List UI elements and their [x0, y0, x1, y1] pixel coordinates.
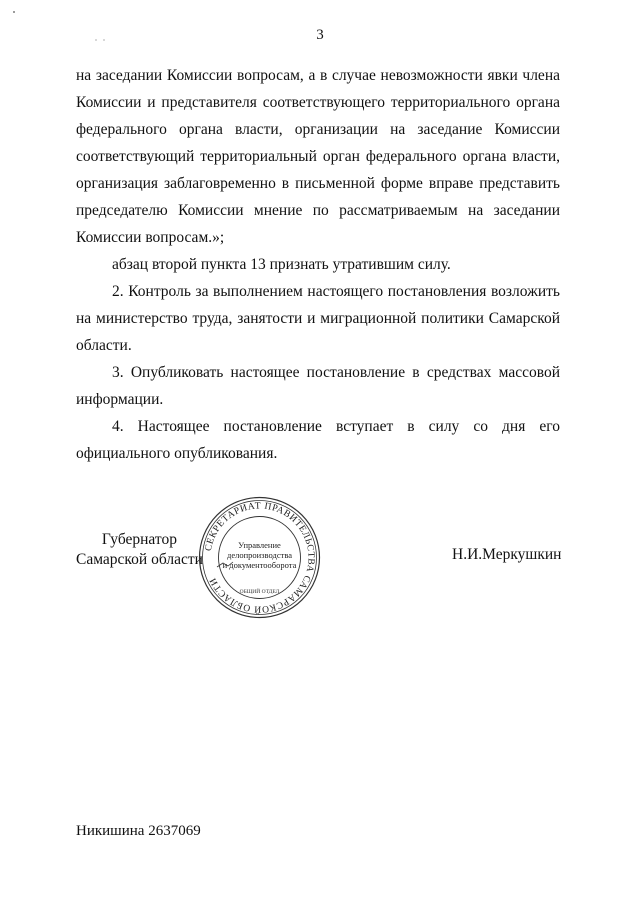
paragraph-continuation: на заседании Комиссии вопросам, а в случае невозможности явки члена Комиссии и представителя соответствующего территориального органа федерального органа власти, организации на заседание Комиссии соответствующий территориальный орган федерального органа власти, организация заблаговременно в письменной форме вправе представить председателю Комиссии мнение по рассматриваемым на заседании Комиссии вопросам.»; — [76, 67, 560, 246]
stamp-center-line3: и документооборота — [222, 560, 297, 570]
stamp-center-line2: делопроизводства — [227, 550, 292, 560]
executor-contact: Никишина 2637069 — [76, 823, 201, 839]
paragraph-item-4: 4. Настоящее постановление вступает в силу со дня его официального опубликования. — [76, 418, 560, 462]
signatory-title — [76, 530, 203, 570]
signatory-name: Н.И.Меркушкин — [452, 546, 562, 563]
official-stamp — [197, 495, 322, 620]
signatory-title-line2: Самарской области — [76, 551, 203, 568]
paragraph-abzac: абзац второй пункта 13 признать утратившим силу. — [112, 256, 451, 273]
paragraph-item-2: 2. Контроль за выполнением настоящего постановления возложить на министерство труда, занятости и миграционной политики Самарской области. — [76, 283, 560, 354]
page-number: 3 — [316, 27, 324, 43]
paragraph-item-3: 3. Опубликовать настоящее постановление в средствах массовой информации. — [76, 364, 560, 408]
document-body — [76, 62, 560, 467]
stamp-ring-text: СЕКРЕТАРИАТ ПРАВИТЕЛЬСТВА САМАРСКОЙ ОБЛАСТИ — [203, 501, 316, 614]
signatory-title-line1: Губернатор — [101, 531, 177, 548]
stamp-center-line1: Управление — [238, 540, 281, 550]
stamp-bottom-label: ОБЩИЙ ОТДЕЛ — [239, 589, 280, 595]
